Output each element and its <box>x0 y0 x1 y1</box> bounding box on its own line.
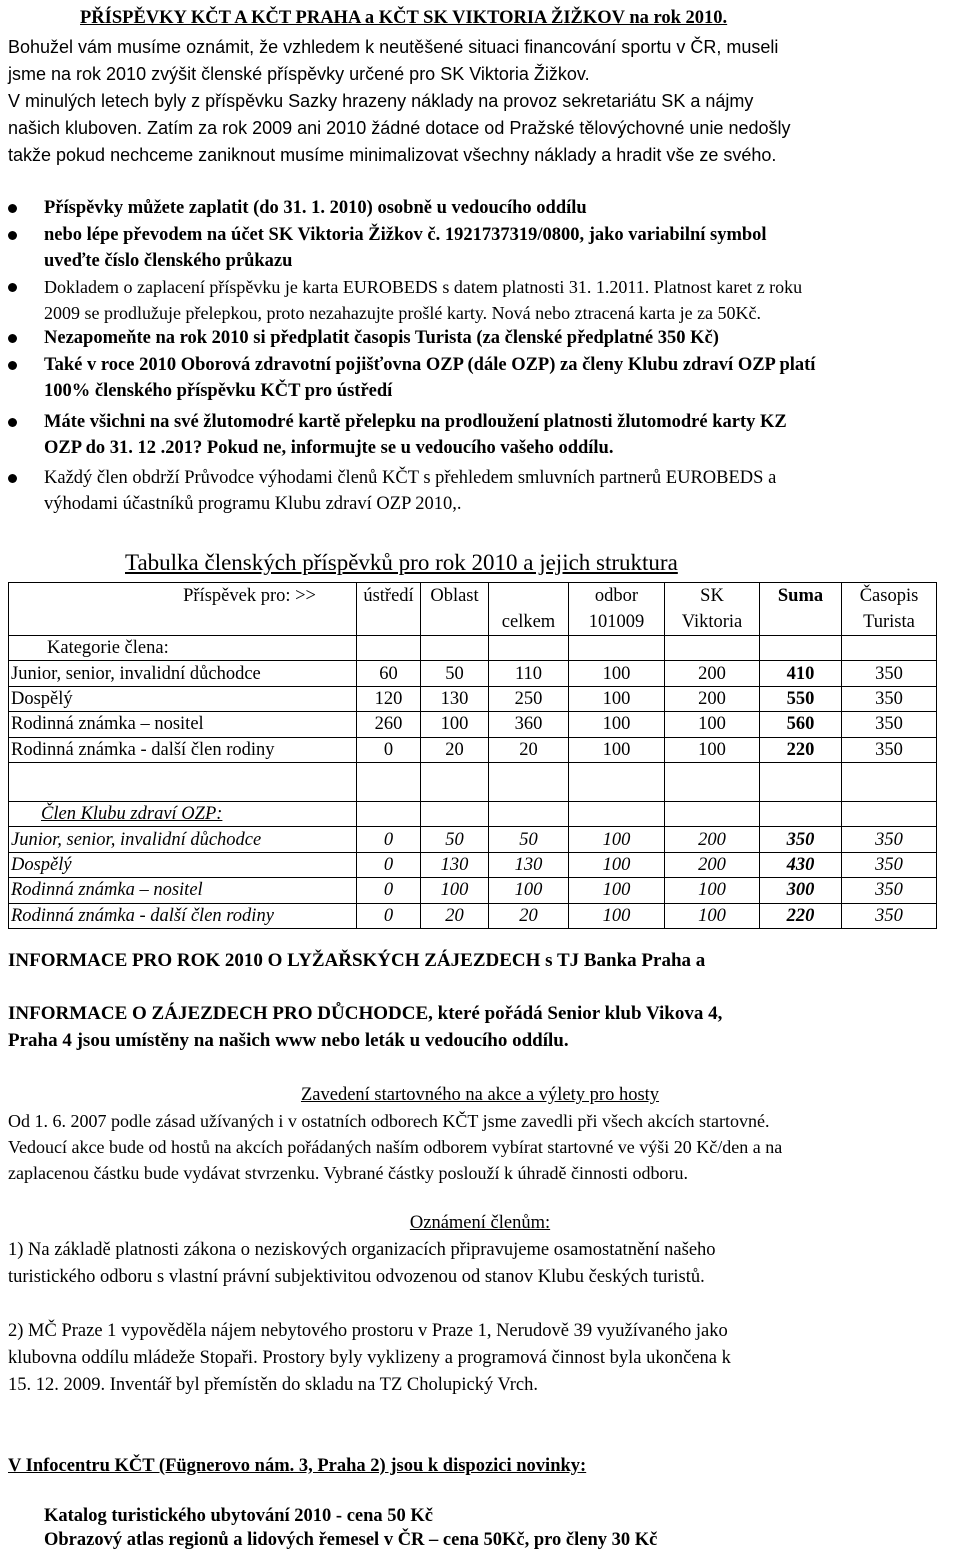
cell-ustredi: 120 <box>357 686 421 711</box>
header-odbor <box>569 583 665 636</box>
intro-line-5: takže pokud nechceme zaniknout musíme minimalizovat všechny náklady a hradit vše ze svého. <box>8 145 777 165</box>
cell-celkem: 130 <box>489 852 569 877</box>
header-sk-line1: SK <box>700 586 724 606</box>
cell-casopis: 350 <box>842 827 937 852</box>
cell-celkem: 100 <box>489 878 569 903</box>
cell-ustredi: 0 <box>357 903 421 928</box>
table-header-row <box>9 583 937 636</box>
cell-odbor: 100 <box>569 852 665 877</box>
intro-line-1: Bohužel vám musíme oznámit, že vzhledem k neutěšené situaci financování sportu v ČR, museli <box>8 37 779 57</box>
cell-ustredi: 0 <box>357 737 421 762</box>
table-row <box>9 661 937 686</box>
cell-ustredi: 0 <box>357 852 421 877</box>
startovne-line-3: zaplacenou částku bude vydávat stvrzenku. Vybrané částky poslouží k úhradě činnosti odboru. <box>8 1163 688 1183</box>
cell-ustredi: 0 <box>357 827 421 852</box>
cell-suma: 560 <box>760 712 842 737</box>
cell-oblast: 50 <box>421 827 489 852</box>
cell-odbor: 100 <box>569 903 665 928</box>
startovne-line-2: Vedoucí akce bude od hostů na akcích pořádaných naším odborem vybírat startovné ve výši 20 Kč/den a na <box>8 1137 783 1157</box>
bullet-transfer: nebo lépe převodem na účet SK Viktoria Žižkov č. 1921737319/0800, jako variabilní symbol <box>44 225 767 245</box>
row-name: Rodinná známka – nositel <box>9 878 357 903</box>
cell-ustredi: 0 <box>357 878 421 903</box>
cell-sk: 100 <box>665 878 760 903</box>
infocentrum-item-1: Katalog turistického ubytování 2010 - cena 50 Kč <box>44 1506 434 1526</box>
bullet-ozp-cont: 100% členského příspěvku KČT pro ústředí <box>44 381 393 401</box>
fees-table <box>8 582 937 929</box>
row-name: Dospělý <box>9 852 357 877</box>
header-sk <box>665 583 760 636</box>
header-suma: Suma <box>760 583 842 636</box>
info-ski-trips: INFORMACE PRO ROK 2010 O LYŽAŘSKÝCH ZÁJEZDECH s TJ Banka Praha a <box>8 950 706 971</box>
table-row <box>9 712 937 737</box>
cell-odbor: 100 <box>569 712 665 737</box>
header-label: Příspěvek pro: >> <box>9 583 357 636</box>
cell-casopis: 350 <box>842 661 937 686</box>
row-name: Junior, senior, invalidní důchodce <box>9 661 357 686</box>
bullet-dot-icon <box>8 283 17 292</box>
startovne-line-1: Od 1. 6. 2007 podle zásad užívaných i v ostatních odborech KČT jsme zavedli při všech akcích startovné. <box>8 1111 770 1131</box>
cell-celkem: 360 <box>489 712 569 737</box>
cell-casopis: 350 <box>842 686 937 711</box>
bullet-dot-icon <box>8 418 17 427</box>
bullet-dot-icon <box>8 231 17 240</box>
header-odbor-line1: odbor <box>594 586 639 606</box>
header-casopis-line1: Časopis <box>859 586 919 606</box>
cell-sk: 100 <box>665 712 760 737</box>
bullet-dot-icon <box>8 204 17 213</box>
table-row <box>9 686 937 711</box>
cell-sk: 200 <box>665 686 760 711</box>
cell-oblast: 50 <box>421 661 489 686</box>
table-row <box>9 903 937 928</box>
cell-celkem: 50 <box>489 827 569 852</box>
bullet-guide-cont: výhodami účastníků programu Klubu zdraví OZP 2010,. <box>44 494 462 514</box>
row-name: Rodinná známka - další člen rodiny <box>9 737 357 762</box>
cell-celkem: 20 <box>489 737 569 762</box>
bullet-card-cont: 2009 se prodlužuje přelepkou, proto nezahazujte prošlé karty. Nová nebo ztracená karta je za 50Kč. <box>44 303 762 323</box>
cell-sk: 100 <box>665 737 760 762</box>
cell-oblast: 20 <box>421 903 489 928</box>
header-odbor-line2: 101009 <box>588 612 645 632</box>
cell-odbor: 100 <box>569 737 665 762</box>
cell-suma: 550 <box>760 686 842 711</box>
cell-suma: 350 <box>760 827 842 852</box>
blank-row <box>9 762 937 801</box>
oznameni-p2-line-3: 15. 12. 2009. Inventář byl přemístěn do skladu na TZ Cholupický Vrch. <box>8 1375 538 1395</box>
row-name: Dospělý <box>9 686 357 711</box>
bullet-sticker: Máte všichni na své žlutomodré kartě přelepku na prodloužení platnosti žlutomodré karty KZ <box>44 412 787 432</box>
cell-sk: 200 <box>665 661 760 686</box>
cell-ustredi: 60 <box>357 661 421 686</box>
oznameni-heading: Oznámení členům: <box>409 1213 551 1233</box>
cell-sk: 200 <box>665 827 760 852</box>
row-name: Rodinná známka - další člen rodiny <box>9 903 357 928</box>
cell-casopis: 350 <box>842 852 937 877</box>
intro-line-2: jsme na rok 2010 zvýšit členské příspěvky určené pro SK Viktoria Žižkov. <box>8 64 590 84</box>
bullet-ozp: Také v roce 2010 Oborová zdravotní pojišťovna OZP (dále OZP) za členy Klubu zdraví OZP platí <box>44 355 816 375</box>
oznameni-p1-line-1: 1) Na základě platnosti zákona o neziskových organizacích připravujeme osamostatnění našeho <box>8 1240 716 1260</box>
header-casopis <box>842 583 937 636</box>
cell-oblast: 20 <box>421 737 489 762</box>
cell-oblast: 130 <box>421 852 489 877</box>
cell-suma: 430 <box>760 852 842 877</box>
cell-suma: 300 <box>760 878 842 903</box>
header-casopis-line2: Turista <box>863 612 915 632</box>
cell-sk: 100 <box>665 903 760 928</box>
cell-ustredi: 260 <box>357 712 421 737</box>
category-label-row <box>9 636 937 661</box>
cell-odbor: 100 <box>569 661 665 686</box>
cell-odbor: 100 <box>569 827 665 852</box>
bullet-transfer-cont: uveďte číslo členského průkazu <box>44 251 293 271</box>
info-senior-trips-cont: Praha 4 jsou umístěny na našich www nebo leták u vedoucího oddílu. <box>8 1030 569 1051</box>
row-name: Rodinná známka – nositel <box>9 712 357 737</box>
table-title: Tabulka členských příspěvků pro rok 2010 a jejich struktura <box>125 550 678 575</box>
bullet-guide: Každý člen obdrží Průvodce výhodami členů KČT s přehledem smluvních partnerů EUROBEDS a <box>44 468 777 488</box>
infocentrum-item-2: Obrazový atlas regionů a lidových řemesel v ČR – cena 50Kč, pro členy 30 Kč <box>44 1530 658 1550</box>
table-row <box>9 852 937 877</box>
ozp-label-row <box>9 801 937 826</box>
category-label: Kategorie člena: <box>9 636 357 661</box>
oznameni-p2-line-2: klubovna oddílu mládeže Stopaři. Prostory byly vyklizeny a programová činnost byla ukončena k <box>8 1348 731 1368</box>
cell-celkem: 20 <box>489 903 569 928</box>
cell-suma: 220 <box>760 903 842 928</box>
header-sk-line2: Viktoria <box>681 612 743 632</box>
cell-celkem: 110 <box>489 661 569 686</box>
bullet-card: Dokladem o zaplacení příspěvku je karta EUROBEDS s datem platnosti 31. 1.2011. Platnost karet z roku <box>44 277 803 297</box>
cell-suma: 410 <box>760 661 842 686</box>
header-celkem: celkem <box>489 583 569 636</box>
cell-casopis: 350 <box>842 878 937 903</box>
header-ustredi: ústředí <box>357 583 421 636</box>
cell-casopis: 350 <box>842 712 937 737</box>
intro-line-4: našich kluboven. Zatím za rok 2009 ani 2010 žádné dotace od Pražské tělovýchovné unie nedošly <box>8 118 791 138</box>
bullet-dot-icon <box>8 361 17 370</box>
infocentrum-heading: V Infocentru KČT (Fügnerovo nám. 3, Praha 2) jsou k dispozici novinky: <box>8 1456 587 1476</box>
header-oblast: Oblast <box>421 583 489 636</box>
cell-odbor: 100 <box>569 878 665 903</box>
cell-oblast: 100 <box>421 712 489 737</box>
bullet-dot-icon <box>8 474 17 483</box>
cell-sk: 200 <box>665 852 760 877</box>
oznameni-p2-line-1: 2) MČ Praze 1 vypověděla nájem nebytového prostoru v Praze 1, Nerudově 39 využívaného jako <box>8 1321 728 1341</box>
intro-line-3: V minulých letech byly z příspěvku Sazky hrazeny náklady na provoz sekretariátu SK a nájmy <box>8 91 754 111</box>
cell-odbor: 100 <box>569 686 665 711</box>
table-row <box>9 827 937 852</box>
startovne-heading: Zavedení startovného na akce a výlety pro hosty <box>300 1085 660 1105</box>
cell-suma: 220 <box>760 737 842 762</box>
info-senior-trips: INFORMACE O ZÁJEZDECH PRO DŮCHODCE, které pořádá Senior klub Vikova 4, <box>8 1003 723 1024</box>
cell-oblast: 100 <box>421 878 489 903</box>
bullet-dot-icon <box>8 334 17 343</box>
cell-casopis: 350 <box>842 737 937 762</box>
bullet-payment: Příspěvky můžete zaplatit (do 31. 1. 2010) osobně u vedoucího oddílu <box>44 198 587 218</box>
oznameni-p1-line-2: turistického odboru s vlastní právní subjektivitou odvozenou od stanov Klubu českých turistů. <box>8 1267 705 1287</box>
cell-celkem: 250 <box>489 686 569 711</box>
row-name: Junior, senior, invalidní důchodce <box>9 827 357 852</box>
bullet-sticker-cont: OZP do 31. 12 .201? Pokud ne, informujte se u vedoucího vašeho oddílu. <box>44 438 614 458</box>
page-title: PŘÍSPĚVKY KČT A KČT PRAHA a KČT SK VIKTORIA ŽIŽKOV na rok 2010. <box>80 8 728 28</box>
cell-casopis: 350 <box>842 903 937 928</box>
cell-oblast: 130 <box>421 686 489 711</box>
table-row <box>9 878 937 903</box>
table-row <box>9 737 937 762</box>
bullet-magazine: Nezapomeňte na rok 2010 si předplatit časopis Turista (za členské předplatné 350 Kč) <box>44 328 719 348</box>
ozp-label: Člen Klubu zdraví OZP: <box>9 801 357 826</box>
